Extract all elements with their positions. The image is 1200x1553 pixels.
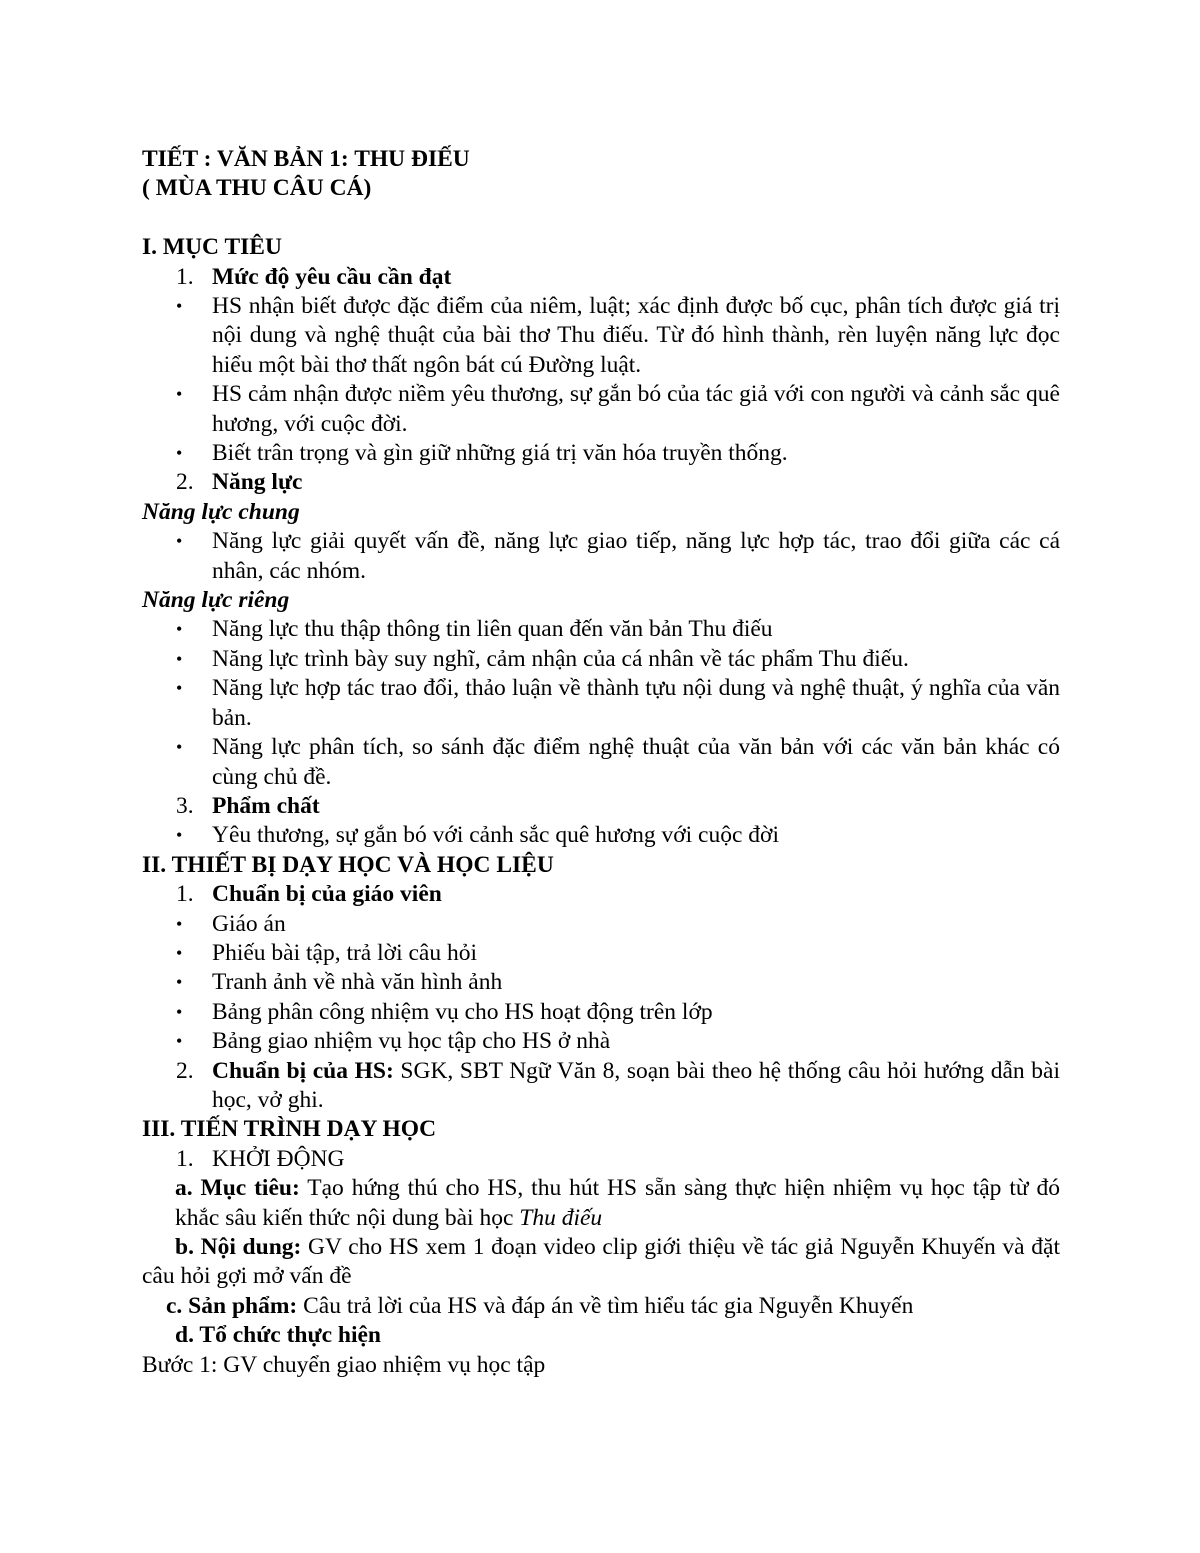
paragraph-label: a. Mục tiêu: <box>175 1175 300 1202</box>
subsection-label: KHỞI ĐỘNG <box>212 1145 345 1172</box>
list-item <box>142 615 1060 644</box>
list-item <box>142 645 1060 674</box>
section-heading-materials: II. THIẾT BỊ DẠY HỌC VÀ HỌC LIỆU <box>142 851 554 878</box>
list-item-text: Giáo án <box>212 910 286 937</box>
bullet-icon: • <box>176 296 183 317</box>
bullet-icon: • <box>176 942 183 963</box>
paragraph-label: c. Sản phẩm: <box>166 1292 298 1319</box>
subsection-number: 2. <box>176 1057 194 1084</box>
list-item-text: Năng lực thu thập thông tin liên quan đến văn bản Thu điếu <box>212 616 773 643</box>
list-item <box>142 292 1060 380</box>
list-item-text: Năng lực phân tích, so sánh đặc điểm nghệ thuật của văn bản với các văn bản khác có cùng chủ đề. <box>212 734 1060 790</box>
bullet-icon: • <box>176 1031 183 1052</box>
subsection-number: 3. <box>176 792 194 819</box>
list-item <box>142 1027 1060 1056</box>
list-item <box>142 910 1060 939</box>
bullet-icon: • <box>176 531 183 552</box>
list-item <box>142 527 1060 586</box>
subsection-teacher-prep <box>142 880 1060 909</box>
list-item <box>142 439 1060 468</box>
list-item <box>142 674 1060 733</box>
subsection-text: SGK, SBT Ngữ Văn 8, soạn bài theo hệ thống câu hỏi hướng dẫn bài học, vở ghi. <box>212 1057 1060 1113</box>
subsection-number: 1. <box>176 881 194 908</box>
bullet-icon: • <box>176 384 183 405</box>
bullet-icon: • <box>176 737 183 758</box>
list-item-text: Biết trân trọng và gìn giữ những giá trị văn hóa truyền thống. <box>212 440 788 467</box>
subsection-number: 2. <box>176 469 194 496</box>
specific-competence-label: Năng lực riêng <box>142 587 290 614</box>
list-item-text: Phiếu bài tập, trả lời câu hỏi <box>212 939 477 966</box>
subsection-qualities <box>142 792 1060 821</box>
bullet-icon: • <box>176 913 183 934</box>
list-item <box>142 939 1060 968</box>
paragraph-objective <box>142 1174 1060 1233</box>
general-competence-label: Năng lực chung <box>142 498 300 525</box>
lesson-title: TIẾT : VĂN BẢN 1: THU ĐIẾU <box>142 146 470 172</box>
subsection-label: Mức độ yêu cầu cần đạt <box>212 263 452 290</box>
subsection-label: Phẩm chất <box>212 792 320 819</box>
subsection-number: 1. <box>176 1145 194 1172</box>
lesson-subtitle: ( MÙA THU CÂU CÁ) <box>142 175 372 202</box>
section-heading-objectives: I. MỤC TIÊU <box>142 234 282 261</box>
list-item <box>142 998 1060 1027</box>
bullet-icon: • <box>176 619 183 640</box>
bullet-icon: • <box>176 443 183 464</box>
list-item <box>142 968 1060 997</box>
bullet-icon: • <box>176 825 183 846</box>
subsection-requirements <box>142 263 1060 292</box>
bullet-icon: • <box>176 648 183 669</box>
subsection-competence <box>142 468 1060 497</box>
list-item-text: Bảng giao nhiệm vụ học tập cho HS ở nhà <box>212 1028 611 1055</box>
bullet-icon: • <box>176 972 183 993</box>
list-item-text: HS nhận biết được đặc điểm của niêm, luật; xác định được bố cục, phân tích được giá trị nội dung và nghệ thuật của bài thơ Thu điếu. Từ đó hình thành, rèn luyện năng lực đọc hiểu một bài thơ thất ngôn bát cú Đường luật. <box>212 293 1060 378</box>
subsection-student-prep <box>142 1057 1060 1116</box>
list-item-text: Bảng phân công nhiệm vụ cho HS hoạt động trên lớp <box>212 998 713 1025</box>
paragraph-product <box>142 1292 1060 1321</box>
paragraph-text: GV cho HS xem 1 đoạn video clip giới thiệu về tác giả Nguyễn Khuyến và đặt câu hỏi gợi mở vấn đề <box>142 1234 1060 1290</box>
list-item-text: Năng lực giải quyết vấn đề, năng lực giao tiếp, năng lực hợp tác, trao đổi giữa các cá nhân, các nhóm. <box>212 528 1060 584</box>
list-item-text: Tranh ảnh về nhà văn hình ảnh <box>212 969 503 996</box>
paragraph-step1: Bước 1: GV chuyển giao nhiệm vụ học tập <box>142 1351 546 1378</box>
section-heading-process: III. TIẾN TRÌNH DẠY HỌC <box>142 1116 437 1143</box>
spacer <box>142 204 1060 233</box>
paragraph-text: Câu trả lời của HS và đáp án về tìm hiểu tác gia Nguyễn Khuyến <box>297 1292 914 1319</box>
paragraph-content <box>142 1233 1060 1292</box>
list-item-text: Năng lực hợp tác trao đổi, thảo luận về thành tựu nội dung và nghệ thuật, ý nghĩa của văn bản. <box>212 675 1060 731</box>
paragraph-label: b. Nội dung: <box>175 1234 302 1261</box>
subsection-body <box>212 1057 1060 1116</box>
subsection-number: 1. <box>176 263 194 290</box>
paragraph-text: Tạo hứng thú cho HS, thu hút HS sẵn sàng thực hiện nhiệm vụ học tập từ đó khắc sâu kiến thức nội dung bài học <box>175 1175 1060 1231</box>
list-item-text: HS cảm nhận được niềm yêu thương, sự gắn bó của tác giả với con người và cảnh sắc quê hương, với cuộc đời. <box>212 381 1060 437</box>
subsection-label: Năng lực <box>212 469 303 496</box>
subsection-label: Chuẩn bị của giáo viên <box>212 881 442 908</box>
subsection-warmup <box>142 1145 1060 1174</box>
list-item <box>142 821 1060 850</box>
list-item-text: Yêu thương, sự gắn bó với cảnh sắc quê hương với cuộc đời <box>212 822 779 849</box>
subsection-label: Chuẩn bị của HS: <box>212 1057 394 1084</box>
list-item <box>142 733 1060 792</box>
paragraph-organization: d. Tổ chức thực hiện <box>175 1322 382 1349</box>
paragraph-italic: Thu điếu <box>519 1204 603 1231</box>
list-item <box>142 380 1060 439</box>
bullet-icon: • <box>176 1001 183 1022</box>
list-item-text: Năng lực trình bày suy nghĩ, cảm nhận của cá nhân về tác phẩm Thu điếu. <box>212 645 909 672</box>
bullet-icon: • <box>176 678 183 699</box>
